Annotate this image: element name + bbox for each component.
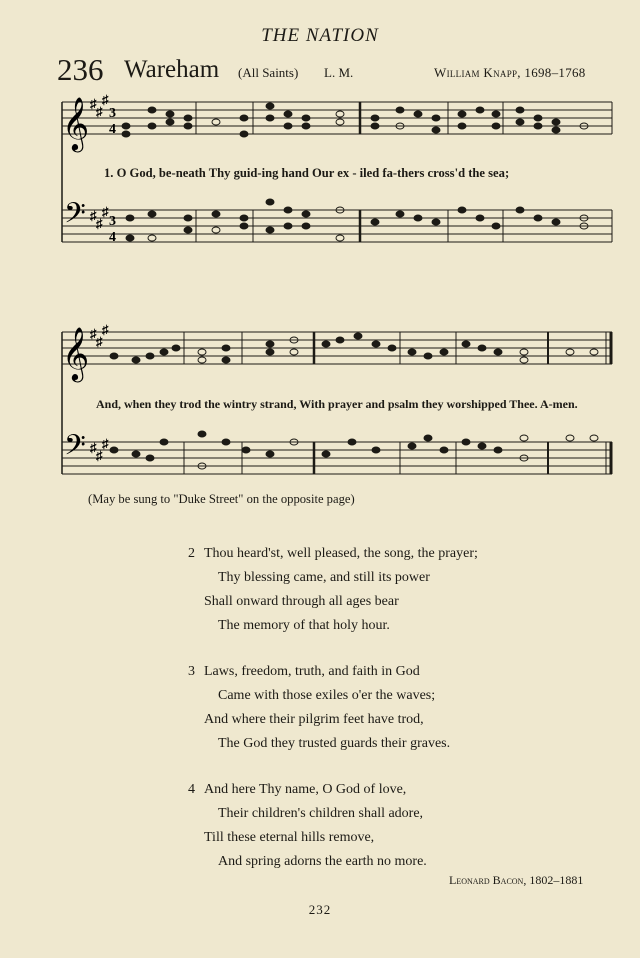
stanza-line: And spring adorns the earth no more. — [218, 854, 427, 869]
svg-text:♯: ♯ — [96, 104, 103, 119]
svg-text:♯: ♯ — [96, 216, 103, 231]
composer: William Knapp, 1698–1768 — [434, 65, 586, 80]
stanza-line: The God they trusted guards their graves. — [218, 736, 451, 751]
svg-text:3: 3 — [109, 214, 116, 229]
svg-text:𝄞: 𝄞 — [62, 96, 90, 150]
stanza-number: 4 — [188, 782, 195, 797]
svg-text:♯: ♯ — [96, 334, 103, 349]
svg-text:♯: ♯ — [90, 440, 97, 455]
svg-text:3: 3 — [109, 106, 116, 121]
svg-text:𝄢: 𝄢 — [64, 197, 86, 237]
svg-text:♯: ♯ — [90, 96, 97, 111]
stanza-line: And here Thy name, O God of love, — [204, 782, 407, 797]
stanza-number: 2 — [188, 546, 195, 561]
hymn-number: 236 — [57, 52, 104, 87]
stanza-number: 3 — [188, 664, 195, 679]
svg-text:♯: ♯ — [102, 204, 109, 219]
tune-name: Wareham — [124, 56, 220, 83]
svg-text:♯: ♯ — [96, 448, 103, 463]
section-title: THE NATION — [261, 25, 379, 46]
svg-text:4: 4 — [109, 122, 116, 137]
author-credit: Leonard Bacon, 1802–1881 — [449, 873, 584, 887]
svg-text:♯: ♯ — [102, 322, 109, 337]
stanza-line: Thou heard'st, well pleased, the song, the prayer; — [204, 546, 478, 561]
svg-text:4: 4 — [109, 230, 116, 245]
svg-text:𝄞: 𝄞 — [62, 326, 90, 380]
lyric-line-1: 1. O God, be-neath Thy guid-ing hand Our ex - iled fa-thers cross'd the sea; — [104, 166, 510, 180]
svg-text:♯: ♯ — [102, 92, 109, 107]
stanza-line: Thy blessing came, and still its power — [218, 570, 430, 585]
page-number: 232 — [308, 902, 332, 917]
stanza-line: Shall onward through all ages bear — [204, 594, 399, 609]
svg-text:𝄢: 𝄢 — [64, 429, 86, 469]
stanza-line: And where their pilgrim feet have trod, — [204, 712, 424, 727]
alternate-tune-note: (May be sung to "Duke Street" on the opposite page) — [88, 492, 355, 506]
stanza-line: Laws, freedom, truth, and faith in God — [204, 664, 420, 679]
meter: L. M. — [324, 65, 354, 80]
stanza-line: Till these eternal hills remove, — [204, 830, 375, 845]
svg-text:♯: ♯ — [90, 326, 97, 341]
tune-alternate-name: (All Saints) — [238, 65, 299, 80]
stanza-line: The memory of that holy hour. — [218, 618, 390, 633]
stanza-line: Came with those exiles o'er the waves; — [218, 688, 436, 703]
svg-text:♯: ♯ — [102, 436, 109, 451]
lyric-line-2: And, when they trod the wintry strand, With prayer and psalm they worshipped Thee. A-men. — [96, 397, 578, 411]
stanza-line: Their children's children shall adore, — [218, 806, 424, 821]
svg-text:♯: ♯ — [90, 208, 97, 223]
